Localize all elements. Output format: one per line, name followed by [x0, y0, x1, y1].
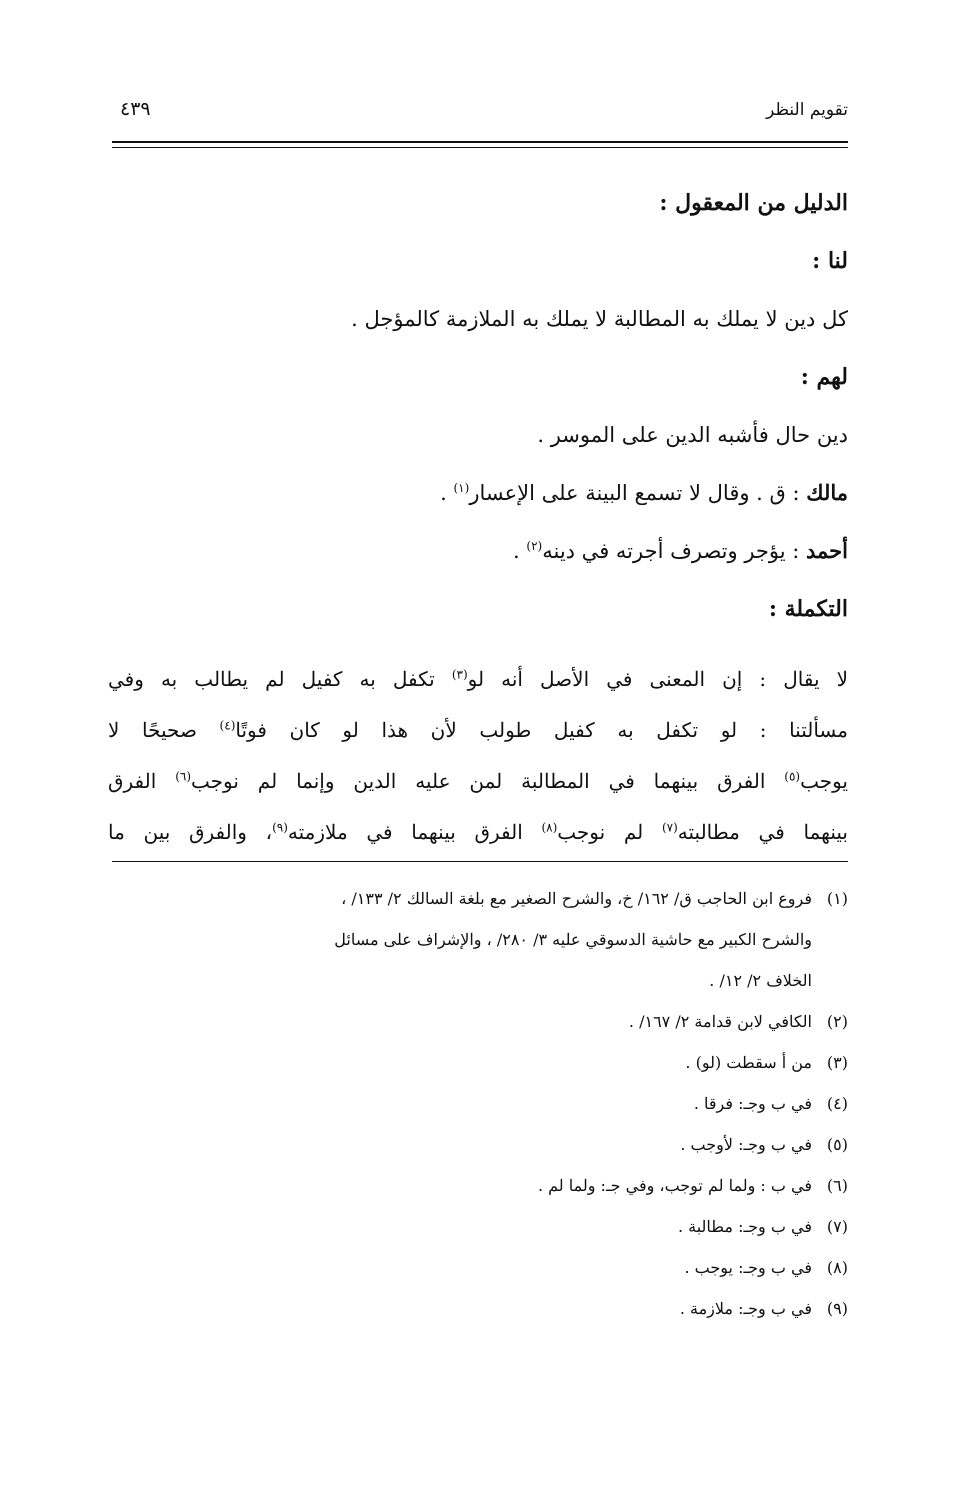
footnote-6 [108, 1165, 848, 1206]
text-run: لم نوجب [557, 820, 662, 844]
page-number: ٤٣٩ [120, 98, 151, 120]
footnote-number: (٩) [826, 1299, 848, 1318]
footnote-ref: (٦) [175, 769, 192, 784]
text-run: الفرق بينهما في المطالبة لمن عليه الدين وإنما لم نوجب [191, 769, 785, 793]
footnote-number: (٣) [826, 1053, 848, 1072]
footnote-ref: (٧) [661, 820, 678, 835]
section-heading-supplement: التكملة : [768, 596, 848, 622]
footnote-text: في ب : ولما لم توجب، وفي جـ: ولما لم . [537, 1176, 812, 1195]
running-title: تقويم النظر [766, 100, 848, 120]
ahmad-end: . [513, 539, 527, 563]
main-text [108, 174, 848, 638]
footnote-number: (٢) [826, 1012, 848, 1031]
footnote-3 [108, 1042, 848, 1083]
footnote-text: في ب وجـ: مطالبة . [677, 1217, 812, 1236]
footnotes [108, 878, 848, 1329]
footnote-text: في ب وجـ: ملازمة . [679, 1299, 812, 1318]
footnote-1-cont [108, 960, 848, 1001]
footnote-number: (٦) [826, 1176, 848, 1195]
footnote-number: (٥) [826, 1135, 848, 1154]
name-ahmad: أحمد [806, 538, 848, 563]
text-line-ours: كل دين لا يملك به المطالبة لا يملك به الملازمة كالمؤجل . [351, 307, 848, 331]
ahmad-text: : يؤجر وتصرف أجرته في دينه [542, 539, 807, 563]
footnote-ref: (٨) [541, 820, 558, 835]
footnote-text: فروع ابن الحاجب ق/ ١٦٢/ خ، والشرح الصغير مع بلغة السالك ٢/ ١٣٣/ ، [341, 889, 812, 908]
footnote-text: من أ سقطت (لو) . [685, 1053, 812, 1072]
text-run: ، والفرق بين ما [108, 820, 273, 844]
footnote-2 [108, 1001, 848, 1042]
footnote-7 [108, 1206, 848, 1247]
supplement-paragraph [108, 654, 848, 858]
section-heading-rational-proof: الدليل من المعقول : [659, 190, 848, 216]
paragraph-line [108, 756, 848, 807]
footnote-ref: (٩) [272, 820, 288, 835]
footnote-text: في ب وجـ: لأوجب . [680, 1135, 812, 1154]
footnote-number: (٧) [826, 1217, 848, 1236]
footnote-text: الخلاف ٢/ ١٢/ . [709, 971, 812, 990]
text-run: بينهما في مطالبته [677, 820, 848, 844]
text-line-malik [108, 464, 848, 522]
text-run: مسألتنا : لو تكفل به كفيل طولب لأن هذا لو كان فوتًا [235, 718, 848, 742]
header-rule-thick [112, 141, 848, 143]
malik-end: . [440, 481, 454, 505]
footnote-number: (٤) [826, 1094, 848, 1113]
footnote-text: الكافي لابن قدامة ٢/ ١٦٧/ . [628, 1012, 812, 1031]
text-run: الفرق [108, 769, 176, 793]
text-run: لا يقال : إن المعنى في الأصل أنه لو [467, 667, 848, 691]
footnote-8 [108, 1247, 848, 1288]
footnote-ref: (٤) [219, 718, 236, 733]
text-line-ahmad [108, 522, 848, 580]
footnote-text: في ب وجـ: فرقا . [693, 1094, 812, 1113]
paragraph-line [108, 705, 848, 756]
footnote-ref: (١) [453, 481, 470, 495]
text-run: صحيحًا لا [108, 718, 220, 742]
footnote-1-cont [108, 919, 848, 960]
section-heading-theirs: لهم : [800, 364, 848, 390]
text-run: الفرق بينهما في ملازمته [287, 820, 542, 844]
text-run: يوجب [800, 769, 848, 793]
page-header [112, 96, 848, 136]
name-malik: مالك [806, 480, 848, 505]
footnote-number: (١) [826, 889, 848, 908]
text-line-theirs: دين حال فأشبه الدين على الموسر . [537, 423, 848, 447]
paragraph-line [108, 807, 848, 858]
footnote-number: (٨) [826, 1258, 848, 1277]
footnote-separator [112, 861, 848, 862]
footnote-ref: (٥) [784, 769, 801, 784]
footnote-text: في ب وجـ: يوجب . [684, 1258, 812, 1277]
malik-text: : ق . وقال لا تسمع البينة على الإعسار [469, 481, 807, 505]
footnote-1 [108, 878, 848, 919]
footnote-5 [108, 1124, 848, 1165]
footnote-ref: (٢) [526, 539, 543, 553]
footnote-4 [108, 1083, 848, 1124]
section-heading-ours: لنا : [812, 248, 848, 274]
paragraph-line [108, 654, 848, 705]
footnote-9 [108, 1288, 848, 1329]
footnote-ref: (٣) [451, 667, 468, 682]
header-rule-thin [112, 147, 848, 148]
footnote-text: والشرح الكبير مع حاشية الدسوقي عليه ٣/ ٢٨٠/ ، والإشراف على مسائل [334, 930, 812, 949]
text-run: تكفل به كفيل لم يطالب به وفي [108, 667, 452, 691]
